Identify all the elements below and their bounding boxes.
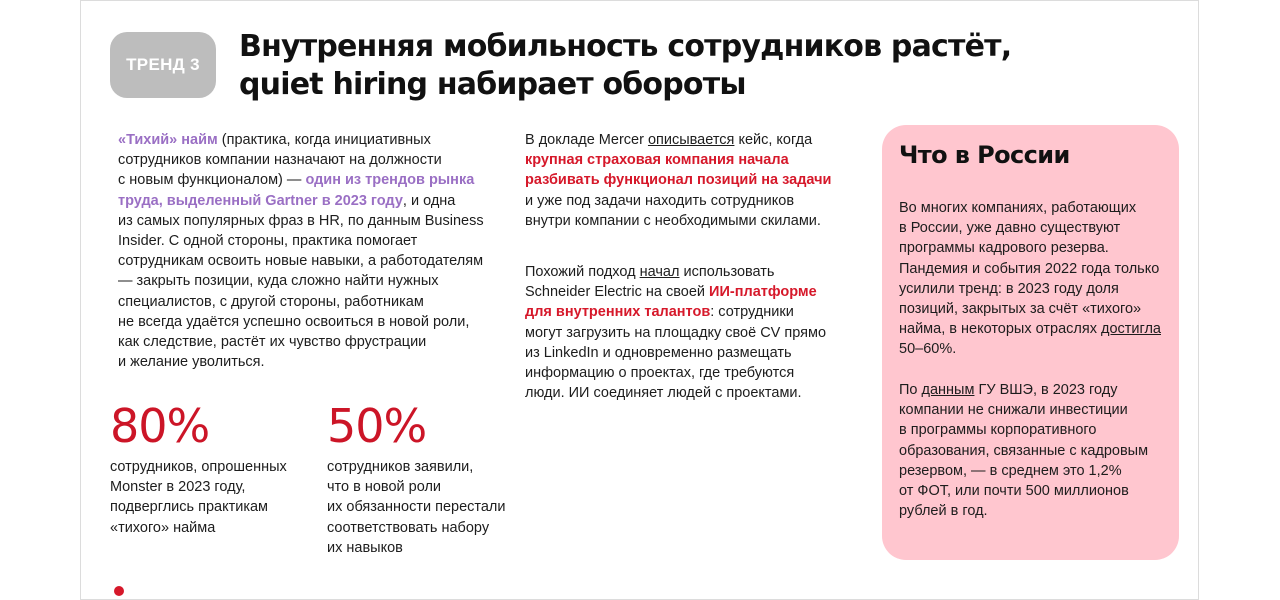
- trend-badge: ТРЕНД 3: [110, 32, 216, 98]
- stat-value-80: 80%: [110, 399, 210, 453]
- russia-panel-paragraph-1: Во многих компаниях, работающих в России, уже давно существуют программы кадрового резерва. Пандемия и события 2022 года только усилили тренд: в 2023 году доля позиций, закрытых за счёт «тихого» найма, в некоторых отраслях достигла 50–60%.: [899, 200, 1161, 358]
- decorative-red-dot: [114, 586, 124, 596]
- stat-caption-80: сотрудников, опрошенных Monster в 2023 году, подверглись практикам «тихого» найма: [110, 459, 287, 536]
- page-title: [239, 28, 1012, 104]
- stat-value-50: 50%: [327, 399, 427, 453]
- stat-caption-50: сотрудников заявили, что в новой роли их обязанности перестали соответствовать набору их навыков: [327, 459, 506, 556]
- mercer-text-block: В докладе Mercer описывается кейс, когда крупная страховая компания начала разбивать функционал позиций на задачи и уже под задачи находить сотрудников внутри компании с необходимыми скилами.: [525, 132, 832, 229]
- schneider-text-block: Похожий подход начал использовать Schneider Electric на своей ИИ-платформе для внутренних талантов: сотрудники могут загрузить на площадку своё CV прямо из LinkedIn и одновременно размещать информацию о проектах, где требуются люди. ИИ соединяет людей с проектами.: [525, 264, 827, 402]
- quiet-hiring-term: «Тихий» найм: [118, 132, 218, 148]
- title-line-1: Внутренняя мобильность сотрудников растёт,: [239, 29, 1012, 64]
- gartner-highlight-2: труда, выделенный Gartner в 2023 году: [118, 192, 403, 209]
- reached-link[interactable]: достигла: [1100, 321, 1161, 338]
- russia-panel-title: Что в России: [899, 141, 1070, 169]
- russia-panel-paragraph-2: По данным ГУ ВШЭ, в 2023 году компании не снижали инвестиции в программы корпоративного образования, связанные с кадровым резервом, — в среднем это 1,2% от ФОТ, или почти 500 миллионов рублей в год.: [899, 382, 1149, 520]
- title-line-2: quiet hiring набирает обороты: [239, 67, 746, 102]
- hse-data-link[interactable]: данным: [921, 382, 975, 398]
- mercer-link[interactable]: описывается: [647, 132, 735, 148]
- schneider-link[interactable]: начал: [639, 264, 680, 280]
- intro-text-block: «Тихий» найм (практика, когда инициативных сотрудников компании назначают на должности с новым функционалом) — один из трендов рынка труда, выделенный Gartner в 2023 году, и одна из самых популярных фраз в HR, по данным Business Insider. С одной стороны, практика помогает сотрудникам освоить новые навыки, а работодателям — закрыть позиции, куда сложно найти нужных специалистов, с другой стороны, работникам не всегда удаётся успешно освоиться в новой роли, как следствие, растёт их чувство фрустрации и желание уволиться.: [118, 132, 484, 371]
- gartner-highlight: один из трендов рынка: [305, 172, 475, 189]
